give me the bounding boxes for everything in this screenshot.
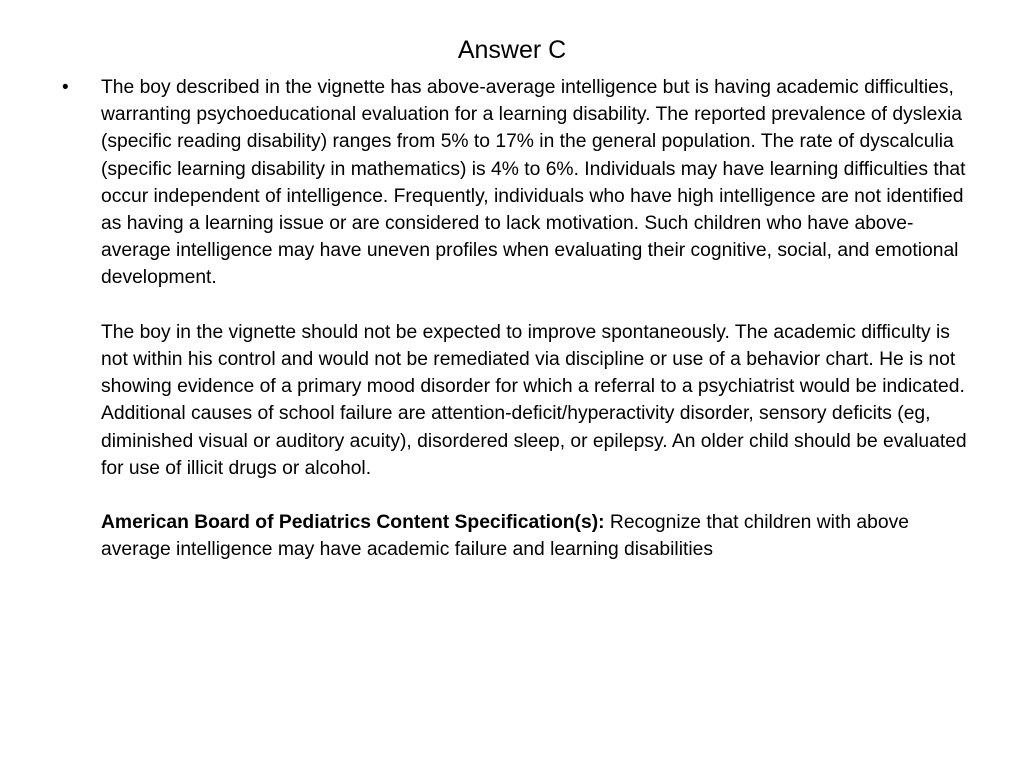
content-specification: [101, 509, 972, 563]
bullet-body: [101, 74, 972, 564]
paragraph-explanation: The boy described in the vignette has above-average intelligence but is having academic difficulties, warranting psychoeducational evaluation for a learning disability. The reported prevalence of dyslexia (specific reading disability) ranges from 5% to 17% in the general population. The rate of dyscalculia (specific learning disability in mathematics) is 4% to 6%. Individuals may have learning difficulties that occur independent of intelligence. Frequently, individuals who have high intelligence are not identified as having a learning issue or are considered to lack motivation. Such children who have above-average intelligence may have uneven profiles when evaluating their cognitive, social, and emotional development.: [101, 77, 966, 289]
slide-content: [62, 74, 972, 564]
slide-title: Answer C: [457, 36, 567, 64]
bullet-symbol: •: [62, 77, 69, 98]
specification-text: Recognize that children with above average intelligence may have academic failure and learning disabilities: [101, 512, 909, 561]
specification-label: American Board of Pediatrics Content Specification(s):: [101, 512, 605, 534]
paragraph-differential: The boy in the vignette should not be expected to improve spontaneously. The academic difficulty is not within his control and would not be remediated via discipline or use of a behavior chart. He is not showing evidence of a primary mood disorder for which a referral to a psychiatrist would be indicated. Additional causes of school failure are attention-deficit/hyperactivity disorder, sensory deficits (eg, diminished visual or auditory acuity), disordered sleep, or epilepsy. An older child should be evaluated for use of illicit drugs or alcohol.: [101, 321, 967, 479]
bullet-item: [62, 74, 972, 564]
